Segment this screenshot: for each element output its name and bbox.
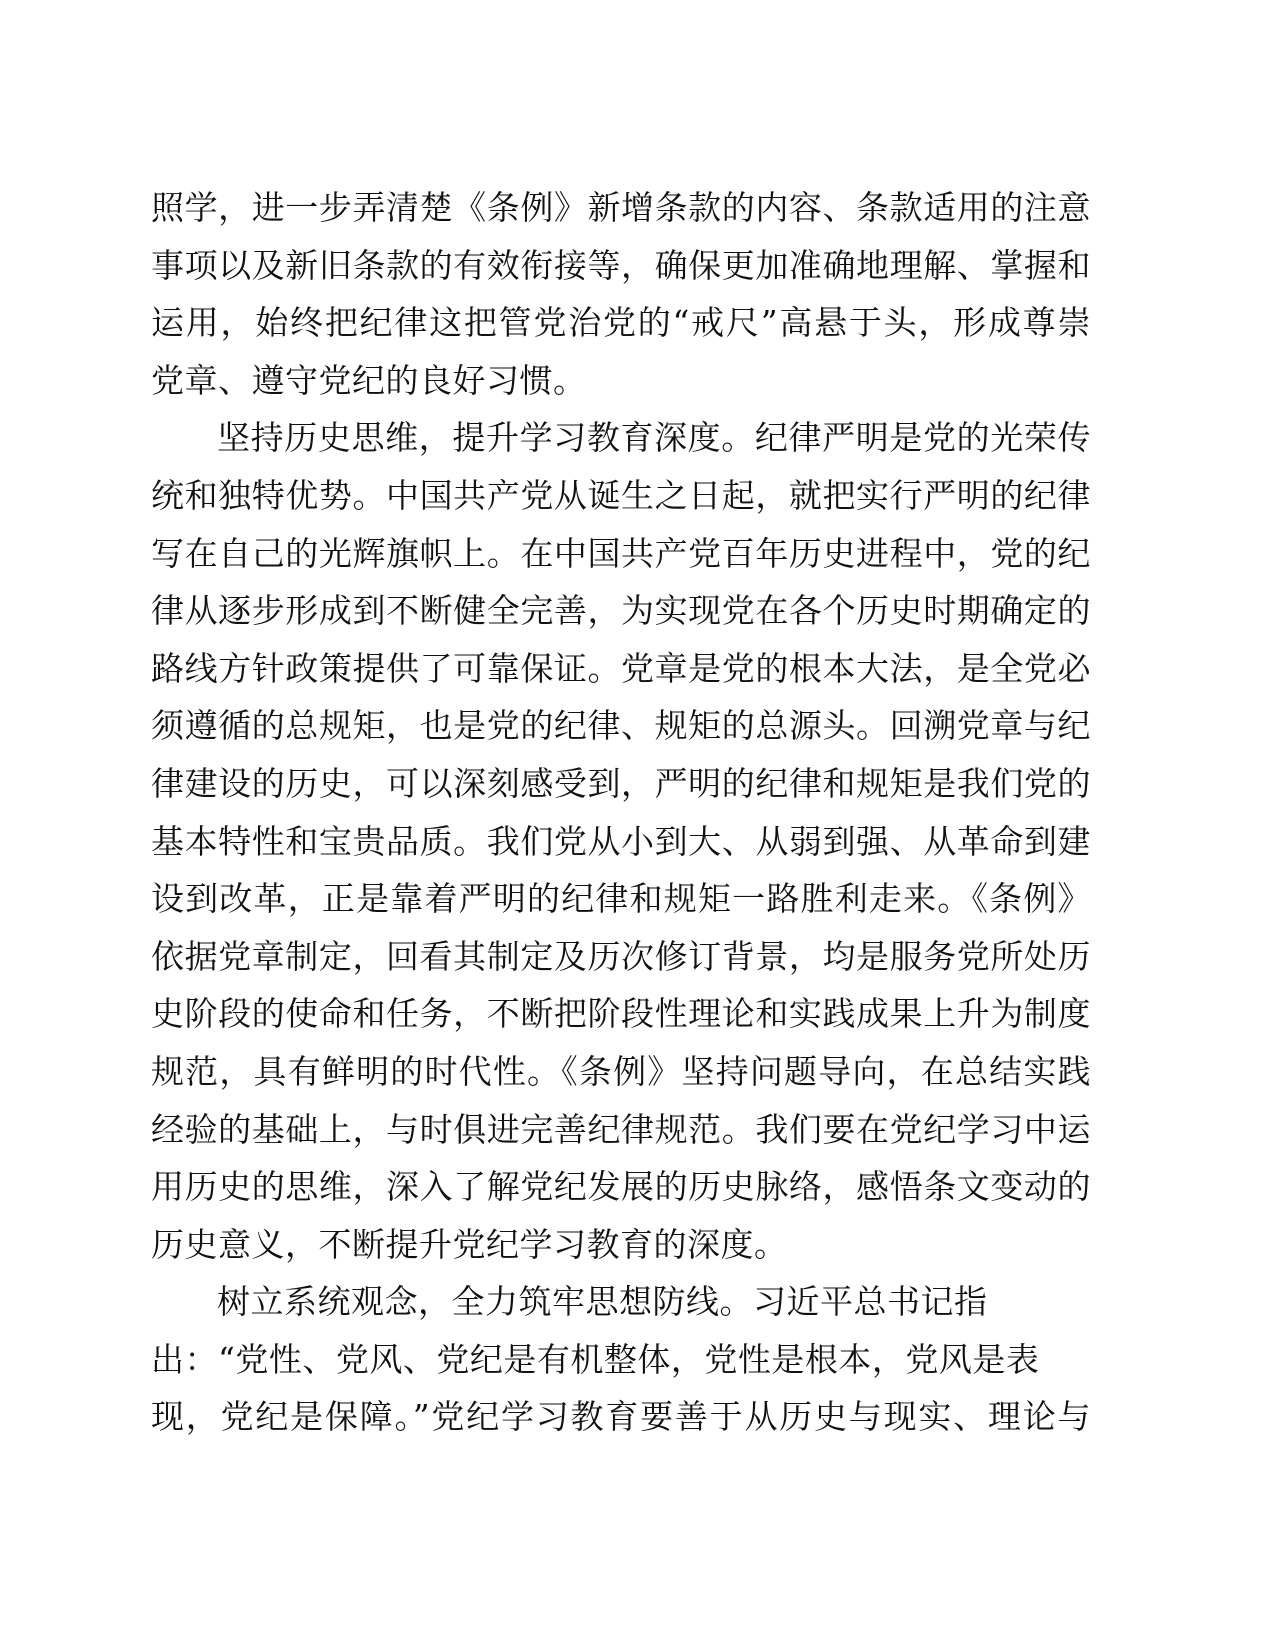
text-line: 现，党纪是保障。”党纪学习教育要善于从历史与现实、理论与: [151, 1397, 1091, 1437]
paragraph-start-line: 坚持历史思维，提升学习教育深度。纪律严明是党的光荣传: [217, 418, 1091, 458]
text-line: 运用，始终把纪律这把管党治党的“戒尺”高悬于头，形成尊崇: [151, 303, 1091, 343]
text-line: 依据党章制定，回看其制定及历次修订背景，均是服务党所处历: [151, 936, 1091, 976]
text-line: 设到改革，正是靠着严明的纪律和规矩一路胜利走来。《条例》: [151, 879, 1091, 919]
text-line: 史阶段的使命和任务，不断把阶段性理论和实践成果上升为制度: [151, 994, 1091, 1034]
text-line: 律从逐步形成到不断健全完善，为实现党在各个历史时期确定的: [151, 591, 1091, 631]
text-line: 规范，具有鲜明的时代性。《条例》坚持问题导向，在总结实践: [151, 1051, 1091, 1091]
text-line: 统和独特优势。中国共产党从诞生之日起，就把实行严明的纪律: [151, 475, 1091, 515]
text-line: 路线方针政策提供了可靠保证。党章是党的根本大法，是全党必: [151, 648, 1091, 688]
text-line: 基本特性和宝贵品质。我们党从小到大、从弱到强、从革命到建: [151, 821, 1091, 861]
text-line: 用历史的思维，深入了解党纪发展的历史脉络，感悟条文变动的: [151, 1167, 1091, 1207]
text-line: 历史意义，不断提升党纪学习教育的深度。: [151, 1224, 788, 1264]
text-line: 写在自己的光辉旗帜上。在中国共产党百年历史进程中，党的纪: [151, 533, 1091, 573]
text-line: 律建设的历史，可以深刻感受到，严明的纪律和规矩是我们党的: [151, 763, 1091, 803]
text-line: 须遵循的总规矩，也是党的纪律、规矩的总源头。回溯党章与纪: [151, 706, 1091, 746]
text-line: 照学，进一步弄清楚《条例》新增条款的内容、条款适用的注意: [151, 188, 1091, 227]
paragraph-start-line: 树立系统观念，全力筑牢思想防线。习近平总书记指: [217, 1282, 988, 1322]
text-line: 经验的基础上，与时俱进完善纪律规范。我们要在党纪学习中运: [151, 1109, 1091, 1149]
document-body: [151, 179, 1091, 1446]
text-line: 出：“党性、党风、党纪是有机整体，党性是根本，党风是表: [151, 1339, 1040, 1379]
text-line: 事项以及新旧条款的有效衔接等，确保更加准确地理解、掌握和: [151, 245, 1091, 285]
text-line: 党章、遵守党纪的良好习惯。: [151, 360, 587, 400]
